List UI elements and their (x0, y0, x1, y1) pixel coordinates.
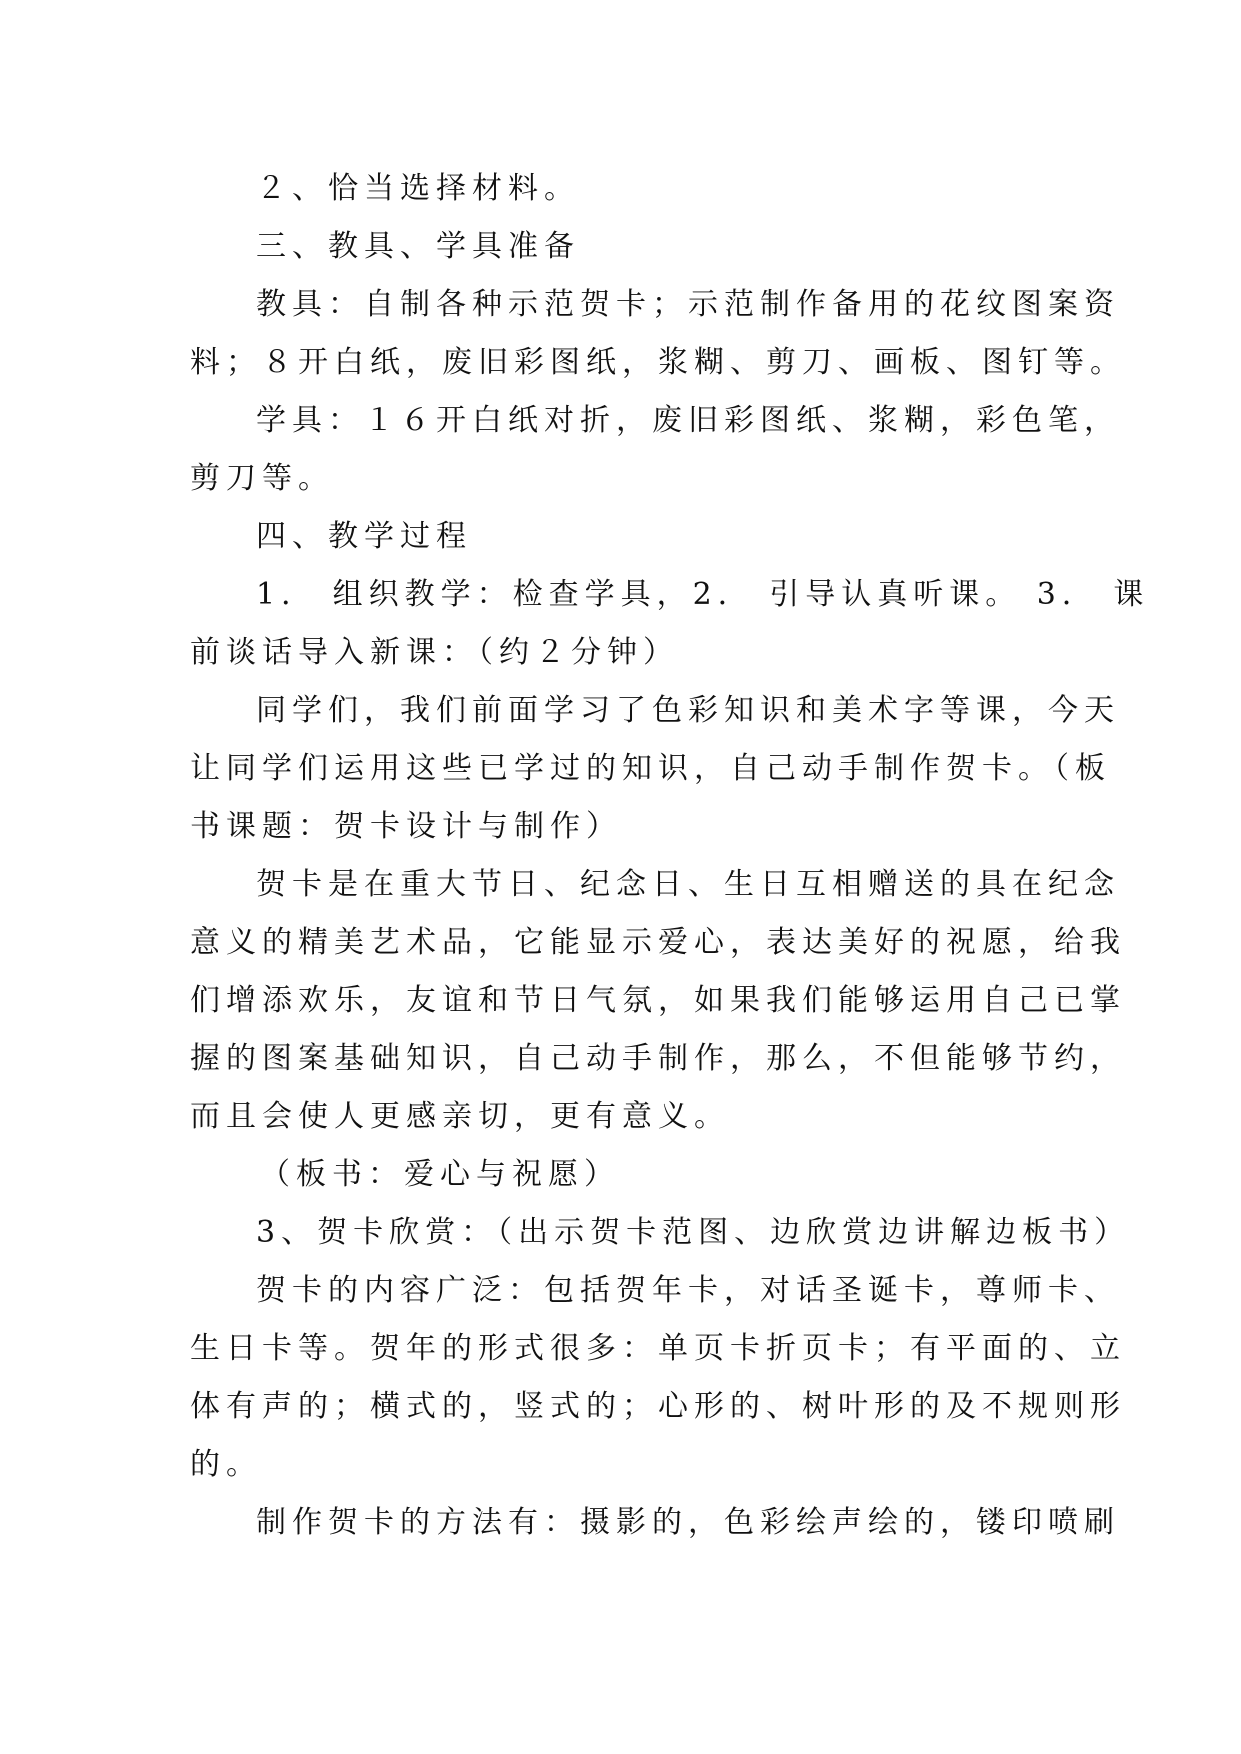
text-line: 体有声的；横式的，竖式的；心形的、树叶形的及不规则形 (190, 1389, 1126, 1424)
text-line: 3、贺卡欣赏：（出示贺卡范图、边欣赏边讲解边板书） (256, 1215, 1131, 1250)
text-line: 生日卡等。贺年的形式很多：单页卡折页卡；有平面的、立 (190, 1331, 1126, 1366)
document-body (190, 160, 1150, 1552)
text-line: 料；８开白纸，废旧彩图纸，浆糊、剪刀、画板、图钉等。 (190, 345, 1126, 380)
section-heading: 四、教学过程 (256, 519, 472, 554)
text-line: 同学们，我们前面学习了色彩知识和美术字等课，今天 (256, 693, 1120, 728)
text-line: 的。 (190, 1447, 262, 1482)
section-heading: 三、教具、学具准备 (256, 229, 580, 264)
text-line: 们增添欢乐，友谊和节日气氛，如果我们能够运用自己已掌 (190, 983, 1126, 1018)
text-line: 让同学们运用这些已学过的知识，自己动手制作贺卡。（板 (190, 751, 1111, 786)
text-line: ２、恰当选择材料。 (256, 171, 580, 206)
text-line: 贺卡是在重大节日、纪念日、生日互相赠送的具在纪念 (256, 867, 1120, 902)
text-line: 贺卡的内容广泛：包括贺年卡，对话圣诞卡，尊师卡、 (256, 1273, 1120, 1308)
text-line: 前谈话导入新课：（约２分钟） (190, 635, 679, 670)
text-line: 书课题：贺卡设计与制作） (190, 809, 622, 844)
text-line: 意义的精美艺术品，它能显示爱心，表达美好的祝愿，给我 (190, 925, 1126, 960)
text-line: 1． 组织教学：检查学具，2． 引导认真听课。 3． 课 (256, 577, 1150, 612)
text-line: 而且会使人更感亲切，更有意义。 (190, 1099, 730, 1134)
text-line: 剪刀等。 (190, 461, 334, 496)
text-line: 教具：自制各种示范贺卡；示范制作备用的花纹图案资 (256, 287, 1120, 322)
board-note: （板书：爱心与祝愿） (260, 1157, 620, 1192)
text-line: 制作贺卡的方法有：摄影的，色彩绘声绘的，镂印喷刷 (256, 1505, 1120, 1540)
text-line: 握的图案基础知识，自己动手制作，那么，不但能够节约， (190, 1041, 1126, 1076)
text-line: 学具：１６开白纸对折，废旧彩图纸、浆糊，彩色笔， (256, 403, 1120, 438)
